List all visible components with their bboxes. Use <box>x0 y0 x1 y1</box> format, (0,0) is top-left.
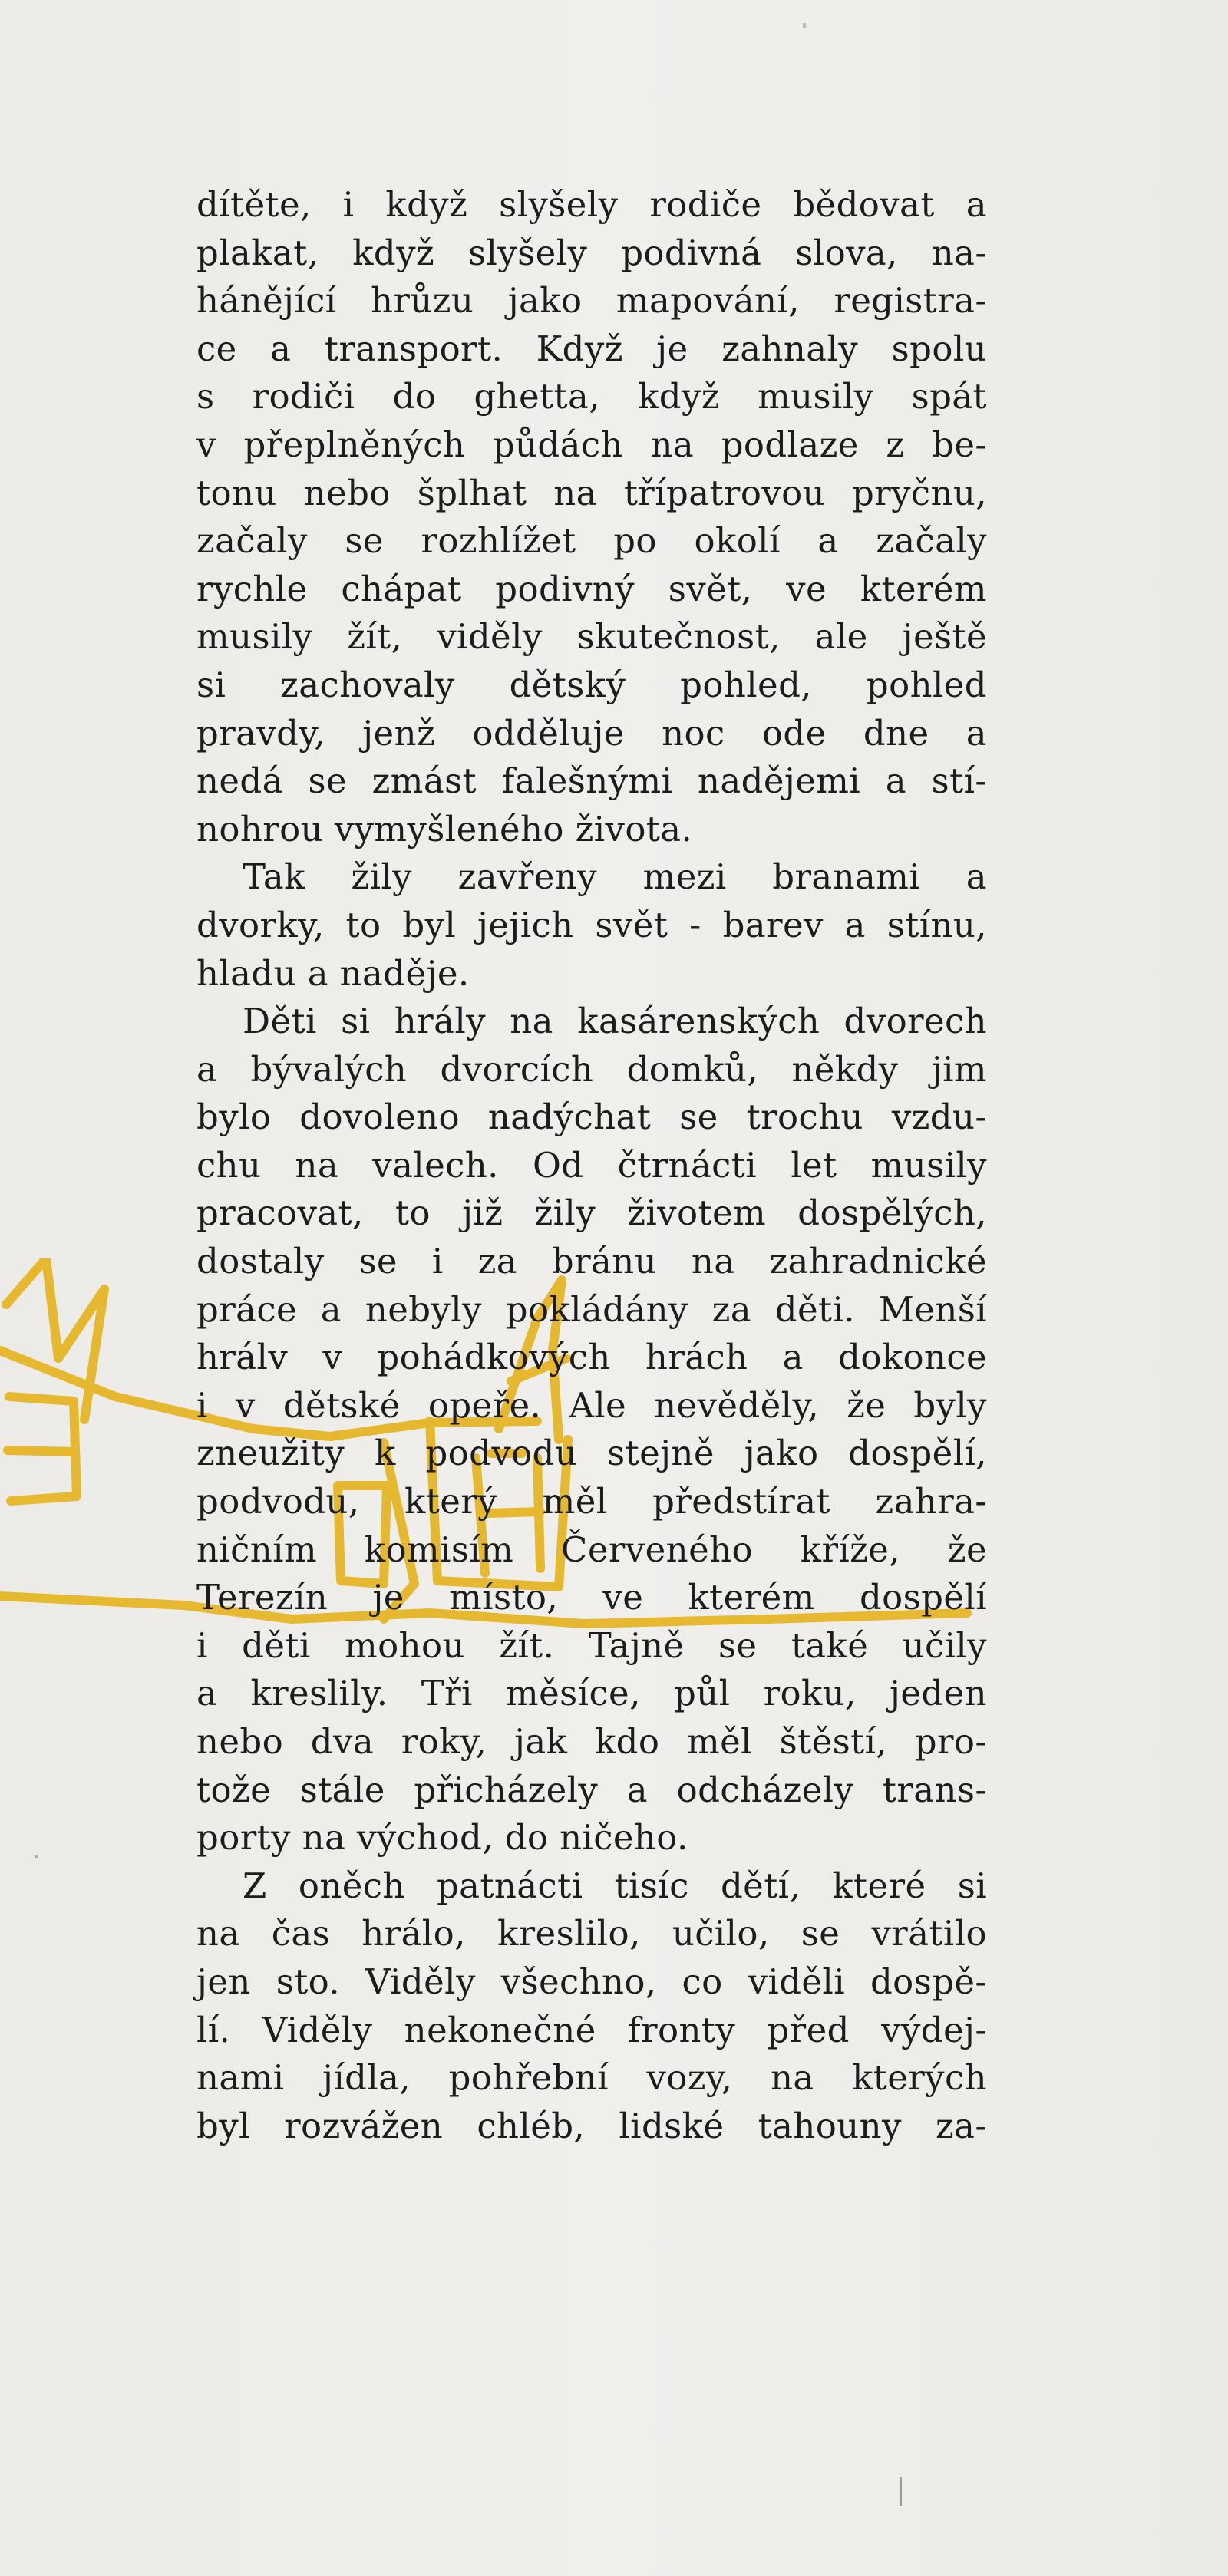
text-line: na čas hrálo, kreslilo, učilo, se vrátilo <box>196 1913 987 1954</box>
text-line: chu na valech. Od čtrnácti let musily <box>196 1144 987 1186</box>
text-line: hladu a naděje. <box>196 952 470 994</box>
text-line: a kreslily. Tři měsíce, půl roku, jeden <box>196 1673 987 1714</box>
text-line: plakat, když slyšely podivná slova, na- <box>196 232 987 273</box>
text-line: Děti si hrály na kasárenských dvorech <box>243 1001 987 1042</box>
text-line: pravdy, jenž odděluje noc ode dne a <box>196 712 987 754</box>
paper-speck <box>803 23 806 28</box>
text-line: Tak žily zavřeny mezi branami a <box>243 856 987 898</box>
text-line: si zachovaly dětský pohled, pohled <box>196 664 987 705</box>
paragraph <box>196 853 987 998</box>
text-line: nohrou vymyšleného života. <box>196 808 693 849</box>
text-line: i v dětské opeře. Ale nevěděly, že byly <box>196 1384 987 1426</box>
text-line: a bývalých dvorcích domků, někdy jim <box>196 1048 987 1090</box>
text-line: byl rozvážen chléb, lidské tahouny za- <box>196 2105 987 2146</box>
text-line: nedá se zmást falešnými nadějemi a stí- <box>196 760 987 802</box>
text-line: hánějící hrůzu jako mapování, registra- <box>196 280 987 322</box>
text-line: Terezín je místo, ve kterém dospělí <box>196 1577 987 1618</box>
text-line: i děti mohou žít. Tajně se také učily <box>196 1624 987 1666</box>
text-line: s rodiči do ghetta, když musily spát <box>196 376 987 417</box>
text-line: hrálv v pohádkových hrách a dokonce <box>196 1337 987 1378</box>
paragraph <box>196 1862 987 2151</box>
text-line: ničním komisím Červeného kříže, že <box>196 1529 987 1570</box>
text-line: nami jídla, pohřební vozy, na kterých <box>196 2057 987 2099</box>
text-line: tonu nebo šplhat na třípatrovou pryčnu, <box>196 472 987 513</box>
text-line: pracovat, to již žily životem dospělých, <box>196 1192 987 1234</box>
text-line: začaly se rozhlížet po okolí a začaly <box>196 520 987 562</box>
text-line: ce a transport. Když je zahnaly spolu <box>196 328 987 369</box>
paragraph <box>196 181 987 853</box>
paper-mark <box>900 2477 902 2506</box>
text-line: musily žít, viděly skutečnost, ale ještě <box>196 616 987 658</box>
text-line: podvodu, který měl předstírat zahra- <box>196 1481 987 1522</box>
text-line: nebo dva roky, jak kdo měl štěstí, pro- <box>196 1721 987 1762</box>
paragraph <box>196 998 987 1862</box>
text-line: lí. Viděly nekonečné fronty před výdej- <box>196 2009 987 2050</box>
text-line: dvorky, to byl jejich svět - barev a stínu, <box>196 904 987 945</box>
text-line: zneužity k podvodu stejně jako dospělí, <box>196 1433 987 1474</box>
text-line: jen sto. Viděly všechno, co viděli dospě- <box>196 1961 987 2002</box>
text-line: tože stále přicházely a odcházely trans- <box>196 1769 987 1810</box>
text-line: dostaly se i za bránu na zahradnické <box>196 1241 987 1282</box>
text-line: v přeplněných půdách na podlaze z be- <box>196 424 987 465</box>
text-line: rychle chápat podivný svět, ve kterém <box>196 568 987 609</box>
text-line: bylo dovoleno nadýchat se trochu vzdu- <box>196 1097 987 1138</box>
text-line: práce a nebyly pokládány za děti. Menší <box>196 1288 987 1330</box>
body-text <box>196 181 987 2150</box>
text-line: Z oněch patnácti tisíc dětí, které si <box>243 1865 987 1906</box>
paper-speck <box>35 1855 38 1858</box>
text-line: dítěte, i když slyšely rodiče bědovat a <box>196 184 987 225</box>
text-line: porty na východ, do ničeho. <box>196 1817 688 1859</box>
